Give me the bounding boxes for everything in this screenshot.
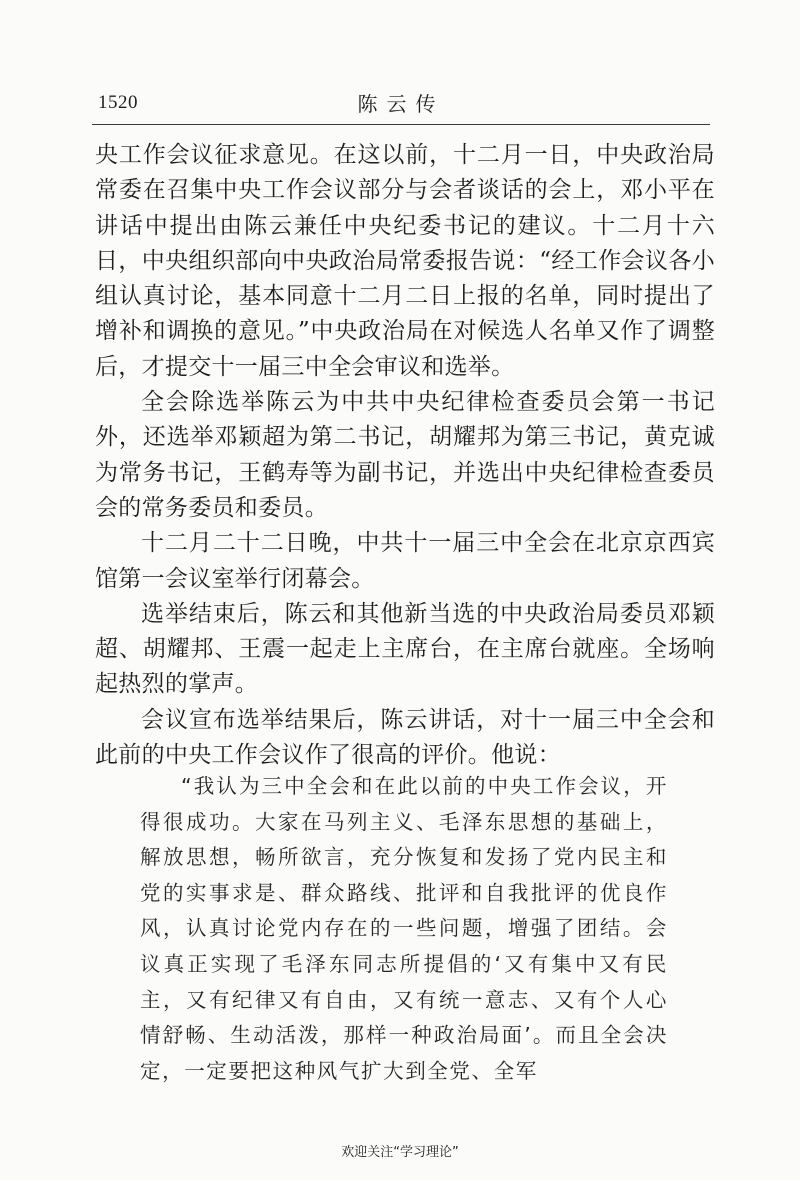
page-header [92,88,710,120]
body-text [95,138,715,773]
paragraph: 会议宣布选举结果后，陈云讲话，对十一届三中全会和此前的中央工作会议作了很高的评价。他说： [95,706,715,769]
block-quote [140,769,668,1089]
paragraph: 十二月二十二日晚，中共十一届三中全会在北京京西宾馆第一会议室举行闭幕会。 [95,530,715,592]
footer-watermark-note: 欢迎关注“学习理论” [341,1145,459,1160]
header-rule [92,124,710,125]
paragraph: 全会除选举陈云为中共中央纪律检查委员会第一书记外，还选举邓颖超为第二书记，胡耀邦为第三书记，黄克诚为常务书记，王鹤寿等为副书记，并选出中央纪律检查委员会的常务委员和委员。 [95,389,715,521]
page-number: 1520 [98,92,138,113]
paragraph: 选举结束后，陈云和其他新当选的中央政治局委员邓颖超、胡耀邦、王震一起走上主席台，在主席台就座。全场响起热烈的掌声。 [95,600,715,698]
running-title: 陈云传 [357,92,445,116]
quote-text: “我认为三中全会和在此以前的中央工作会议，开得很成功。大家在马列主义、毛泽东思想的基础上，解放思想，畅所欲言，充分恢复和发扬了党内民主和党的实事求是、群众路线、批评和自我批评的优良作风，认真讨论党内存在的一些问题，增强了团结。会议真正实现了毛泽东同志所提倡的‘又有集中又有民主，又有纪律又有自由，又有统一意志、又有个人心情舒畅、生动活泼，那样一种政治局面’。而且全会决定，一定要把这种风气扩大到全党、全军 [140,774,668,1083]
paragraph-continued: 央工作会议征求意见。在这以前，十二月一日，中央政治局常委在召集中央工作会议部分与会者谈话的会上，邓小平在讲话中提出由陈云兼任中央纪委书记的建议。十二月十六日，中央组织部向中央政治局常委报告说：“经工作会议各小组认真讨论，基本同意十二月二日上报的名单，同时提出了增补和调换的意见。”中央政治局在对候选人名单又作了调整后，才提交十一届三中全会审议和选举。 [95,142,715,380]
